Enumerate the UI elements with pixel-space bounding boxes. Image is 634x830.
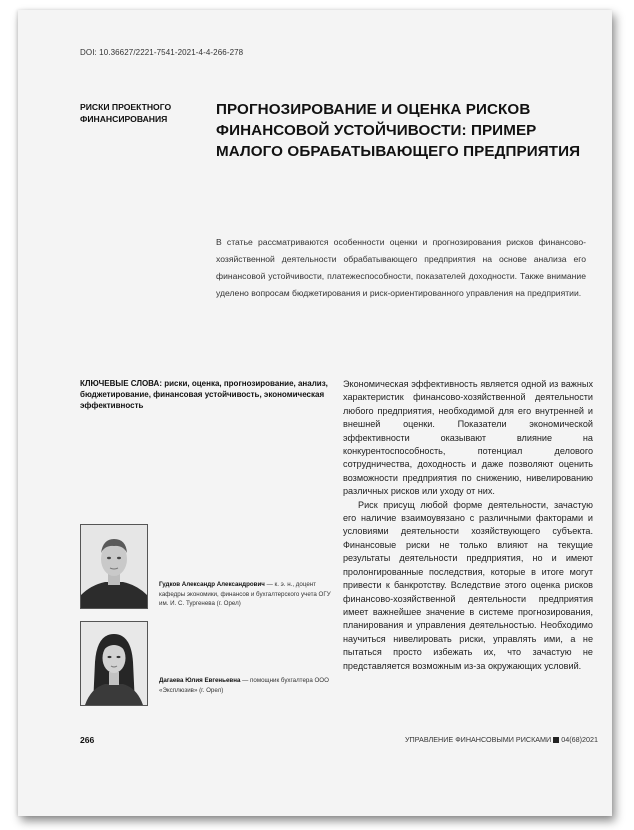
journal-footer (393, 735, 598, 744)
author-photo-1 (80, 524, 148, 609)
article-body (343, 378, 593, 673)
article-title: ПРОГНОЗИРОВАНИЕ И ОЦЕНКА РИСКОВ ФИНАНСОВОЙ УСТОЙЧИВОСТИ: ПРИМЕР МАЛОГО ОБРАБАТЫВАЮЩЕГО ПРЕДПРИЯТИЯ (216, 101, 581, 160)
keywords-label: КЛЮЧЕВЫЕ СЛОВА: (80, 379, 162, 388)
section-heading: РИСКИ ПРОЕКТНОГО ФИНАНСИРОВАНИЯ (80, 102, 172, 124)
author-info-2 (159, 676, 331, 695)
keywords-text: риски, оценка, прогнозирование, анализ, бюджетирование, финансовая устойчивость, экономическая эффективность (80, 379, 328, 410)
journal-page (18, 10, 612, 816)
author-info-1 (159, 580, 331, 609)
author-name-1: Гудков Александр Александрович (159, 581, 265, 588)
body-paragraph-2: Риск присущ любой форме деятельности, зачастую его наличие взаимоувязано с различными факторами и условиями деятельности хозяйствующего субъекта. Финансовые риски не только влияют на текущие результаты деятельности предприятия, но и имеют пролонгированные последствия, которые в итоге могут привести к банкротству. Вследствие этого оценка рисков финансово-хозяйственной деятельности предприятия имеет важнейшее значение в системе прогнозирования, планирования и управления деятельностью. Необходимо научиться нивелировать риски, управлять ими, а не пытаться просто избежать их, что зачастую не представляется возможным из-за окружающих условий. (343, 499, 593, 671)
square-separator-icon (553, 737, 559, 743)
journal-name: УПРАВЛЕНИЕ ФИНАНСОВЫМИ РИСКАМИ (404, 735, 552, 744)
abstract: В статье рассматриваются особенности оценки и прогнозирования рисков финансово-хозяйственной деятельности обрабатывающего предприятия на основе анализа его финансовой устойчивости, платежеспособности, показателей доходности. Также внимание уделено вопросам бюджетирования и риск-ориентированного управления на предприятии. (216, 237, 586, 298)
body-paragraph-1: Экономическая эффективность является одной из важных характеристик финансово-хозяйственной деятельности любого предприятия, необходимой для его внутренней и внешней оценки. Показатели экономической эффективности оказывают влияние на конкурентоспособность, потенциал делового сотрудничества, доходность и даже позволяют оценить возможности предприятия по снижению, нивелированию различных рисков или уходу от них. (343, 379, 593, 497)
author-name-2: Дагаева Юлия Евгеньевна (159, 677, 241, 684)
author-details-1: — к. э. н., доцент кафедры экономики, финансов и бухгалтерского учета ОГУ им. И. С. Тургенева (г. Орел) (159, 581, 331, 608)
author-details-2: — помощник бухгалтера ООО «Эксплюзив» (г. Орел) (159, 677, 329, 694)
journal-issue: 04(68)2021 (561, 735, 598, 744)
author-photo-2 (80, 621, 148, 706)
page-number: 266 (80, 735, 95, 745)
keywords (80, 378, 330, 411)
doi: DOI: 10.36627/2221-7541-2021-4-4-266-278 (80, 48, 244, 57)
